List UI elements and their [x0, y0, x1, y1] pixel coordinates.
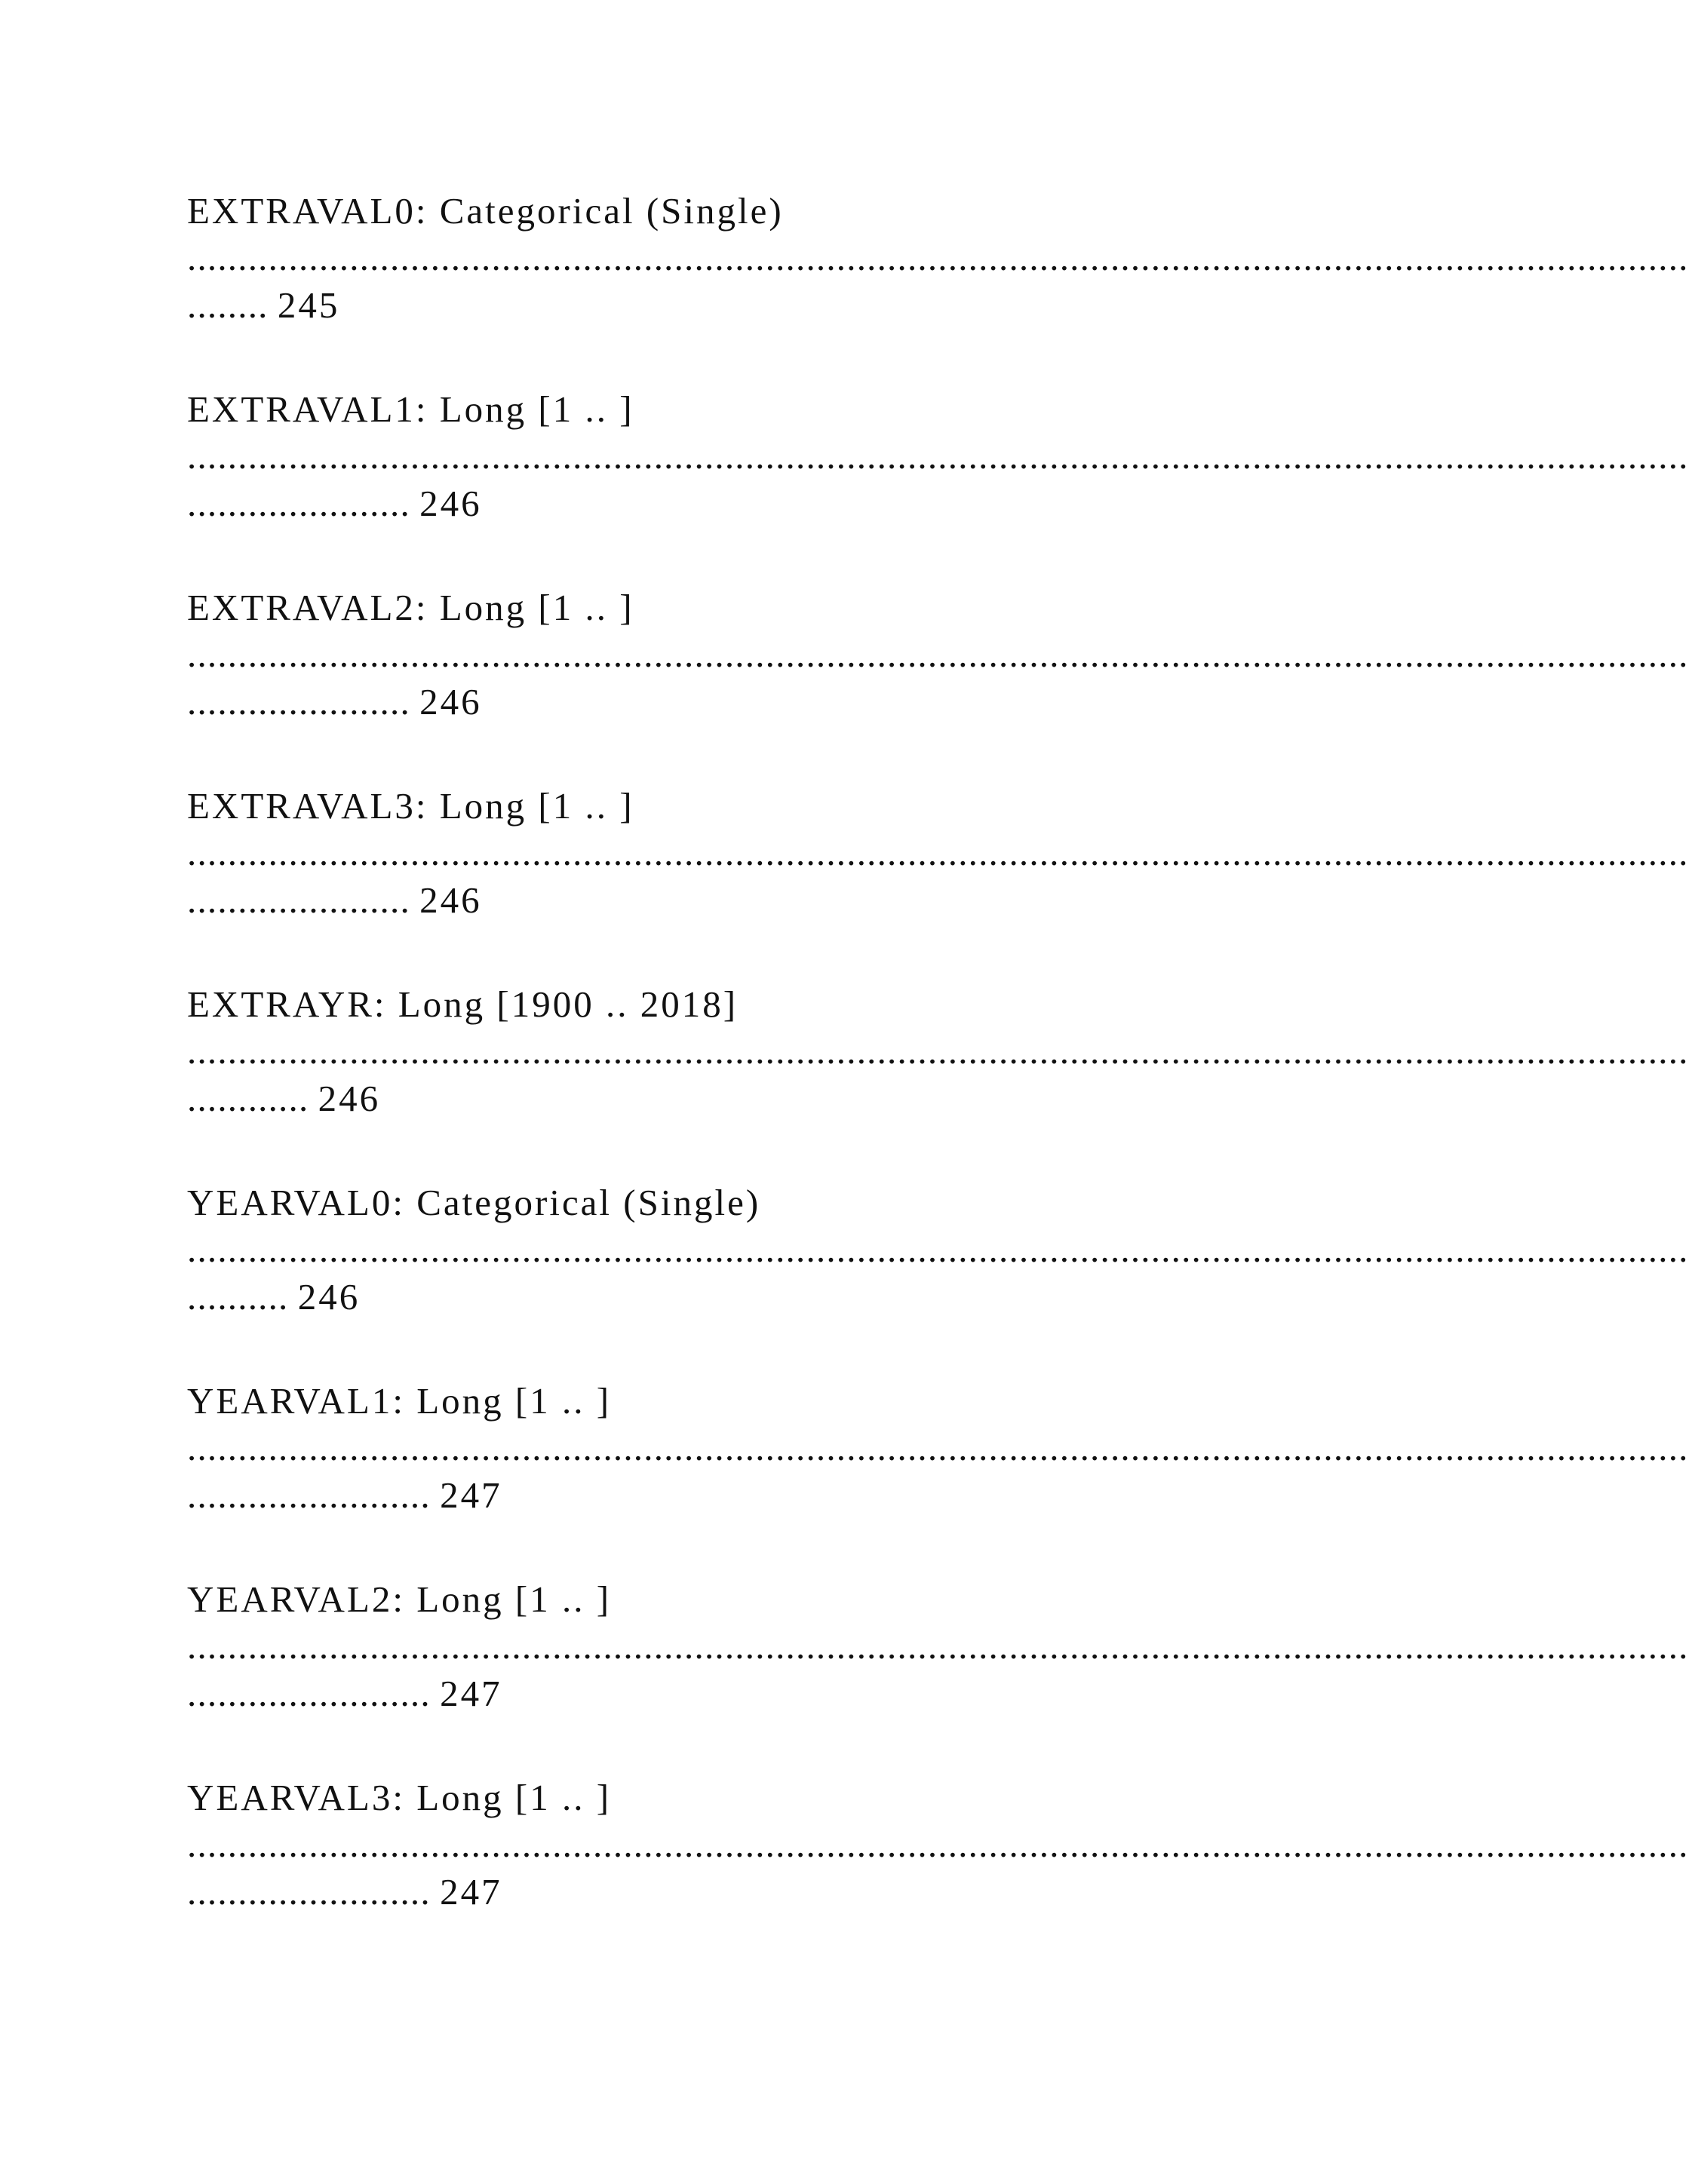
- toc-entry-title: EXTRAVAL3: Long [1 .. ]: [187, 785, 634, 827]
- toc-page-number: 247: [440, 1673, 502, 1714]
- toc-entry-title: YEARVAL0: Categorical (Single): [187, 1182, 761, 1223]
- toc-leader-continuation: [187, 879, 482, 922]
- toc-page-number: 246: [419, 483, 482, 524]
- toc-page-number: 246: [419, 879, 482, 921]
- toc-entry-title: YEARVAL3: Long [1 .. ]: [187, 1777, 612, 1818]
- toc-leader-dots: ........................: [187, 1871, 431, 1913]
- toc-page-number: 246: [297, 1276, 361, 1317]
- toc-entry-title: YEARVAL1: Long [1 .. ]: [187, 1380, 612, 1422]
- toc-leader-dots: ....................................................................................................................................................: [187, 237, 1689, 278]
- toc-leader-dots: ....................................................................................................................................................: [187, 832, 1689, 873]
- toc-leader-dots: ....................................................................................................................................................: [187, 1427, 1689, 1468]
- toc-page-number: 247: [440, 1474, 502, 1516]
- toc-leader-dots: ....................................................................................................................................................: [187, 1228, 1689, 1270]
- toc-leader-dots: ......................: [187, 483, 410, 524]
- toc-leader-dots: ....................................................................................................................................................: [187, 1625, 1689, 1667]
- toc-leader-dots: ....................................................................................................................................................: [187, 1824, 1689, 1865]
- toc-leader-dots: ........................: [187, 1474, 431, 1516]
- toc-leader-dots: ....................................................................................................................................................: [187, 633, 1689, 675]
- toc-leader-dots: ............: [187, 1078, 309, 1119]
- toc-entry-title: EXTRAVAL1: Long [1 .. ]: [187, 388, 634, 430]
- toc-page-number: 245: [277, 284, 340, 326]
- toc-page-number: 246: [318, 1078, 381, 1119]
- toc-leader-continuation: [187, 483, 482, 525]
- toc-entry-title: EXTRAVAL0: Categorical (Single): [187, 190, 784, 232]
- toc-leader-continuation: [187, 284, 339, 327]
- toc-leader-dots: ........................: [187, 1673, 431, 1714]
- toc-leader-dots: ....................................................................................................................................................: [187, 435, 1689, 477]
- toc-leader-dots: ....................................................................................................................................................: [187, 1030, 1689, 1072]
- toc-leader-dots: ......................: [187, 879, 410, 921]
- toc-page-number: 247: [440, 1871, 502, 1913]
- toc-leader-continuation: [187, 1078, 380, 1120]
- toc-leader-dots: ......................: [187, 681, 410, 722]
- toc-entry-title: EXTRAYR: Long [1900 .. 2018]: [187, 983, 739, 1025]
- toc-leader-continuation: [187, 1871, 502, 1913]
- toc-page-number: 246: [419, 681, 482, 722]
- toc-leader-continuation: [187, 1276, 360, 1318]
- toc-leader-dots: ........: [187, 284, 269, 326]
- toc-leader-dots: ..........: [187, 1276, 289, 1317]
- toc-entry-title: YEARVAL2: Long [1 .. ]: [187, 1578, 612, 1620]
- toc-leader-continuation: [187, 1474, 502, 1517]
- toc-leader-continuation: [187, 1673, 502, 1715]
- toc-leader-continuation: [187, 681, 482, 723]
- toc-entry-title: EXTRAVAL2: Long [1 .. ]: [187, 587, 634, 628]
